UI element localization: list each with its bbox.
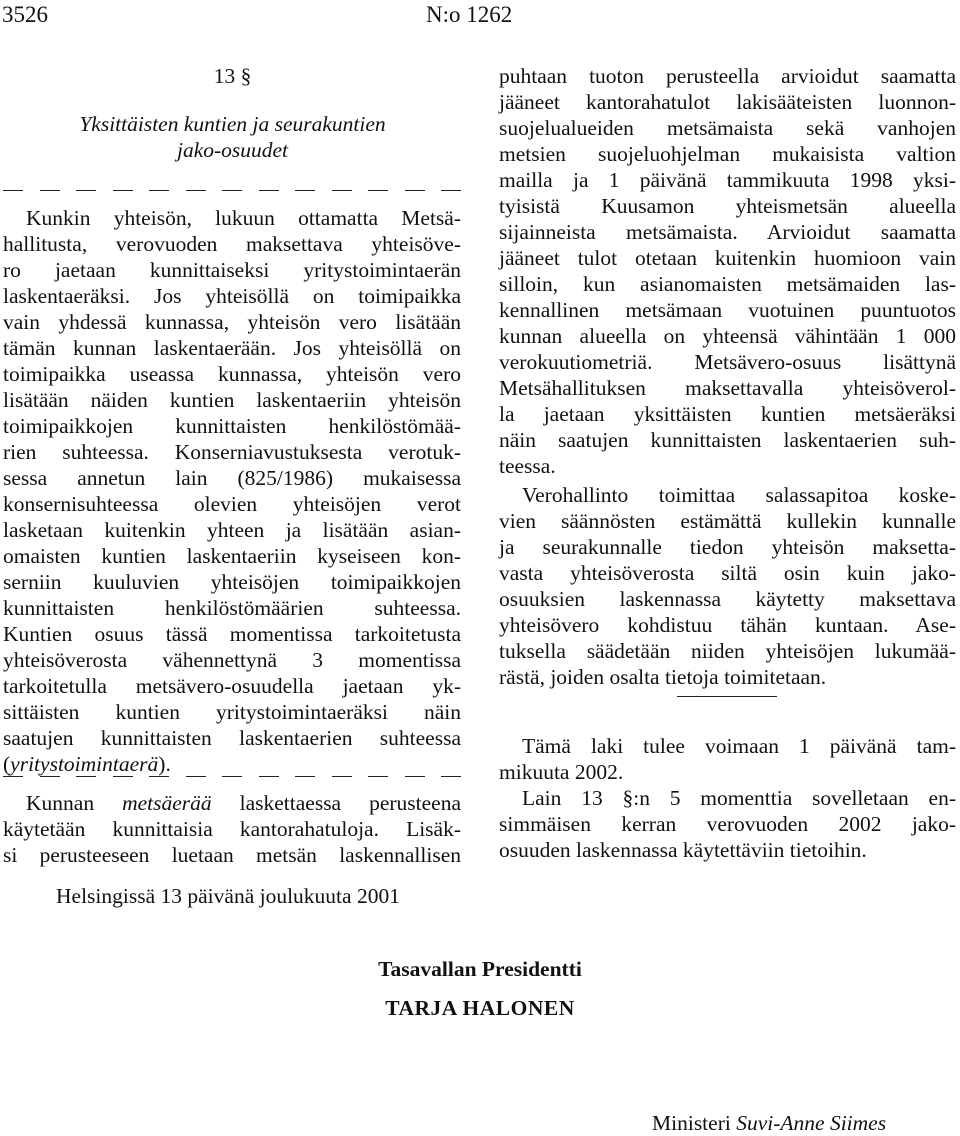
- text-line: la jaetaan yksittäisten kuntien metsäeräksi: [499, 402, 956, 426]
- minister-label: Ministeri: [652, 1111, 731, 1135]
- text-line: serniin kuuluvien yhteisöjen toimipaikkojen: [3, 570, 461, 594]
- section-title-line-2: jako-osuudet: [176, 138, 289, 162]
- text-line: Kunkin yhteisön, lukuun ottamatta Metsä-: [26, 206, 461, 230]
- paren-open: (: [3, 752, 11, 776]
- text-line: sittäisten kuntien yritystoimintaeräksi näin: [3, 700, 461, 724]
- text-line: Tämä laki tulee voimaan 1 päivänä tam-: [522, 734, 956, 758]
- place-date: Helsingissä 13 päivänä joulukuuta 2001: [56, 884, 400, 908]
- text-line: kunnittaisten henkilöstömäärien suhteessa.: [3, 596, 461, 620]
- minister-name: Suvi-Anne Siimes: [736, 1111, 887, 1135]
- text-line: teessa.: [499, 454, 556, 478]
- text-line: kennallinen metsämaan vuotuinen puuntuotos: [499, 298, 956, 322]
- text-line: kunnan alueella on yhteensä vähintään 1 000: [499, 324, 956, 348]
- text-line: Kuntien osuus tässä momentissa tarkoitetusta: [3, 622, 461, 646]
- text-line: metsien suojeluohjelman mukaisista valtion: [499, 142, 956, 166]
- section-number: 13 §: [213, 64, 252, 88]
- text-line: lisätään näiden kuntien laskentaeriin yhteisön: [3, 388, 461, 412]
- text-line: [26, 790, 461, 816]
- omission-dashes-top: [3, 190, 461, 191]
- text-line: suojelualueiden metsämaista sekä vanhojen: [499, 116, 956, 140]
- text-line: rästä, joiden osalta tietoja toimitetaan.: [499, 665, 827, 689]
- text-line: Metsähallituksen maksettavalla yhteisöverol-: [499, 376, 956, 400]
- text-line: hallitusta, verovuoden maksettava yhteisöve-: [3, 232, 461, 256]
- text-line: tuksella säädetään niiden yhteisöjen lukumää-: [499, 639, 956, 663]
- text-line: laskentaeräksi. Jos yhteisöllä on toimipaikka: [3, 284, 461, 308]
- text-line: si perusteeseen luetaan metsän laskennallisen: [3, 843, 461, 867]
- text-line: silloin, kun asianomaisten metsämaiden las-: [499, 272, 956, 296]
- separator-rule: [677, 696, 777, 697]
- text-line: rien suhteessa. Konserniavustuksesta verotuk-: [3, 440, 461, 464]
- text-line: vien säännösten estämättä kullekin kunnalle: [499, 509, 956, 533]
- text-line: ro jaetaan kunnittaiseksi yritystoimintaerän: [3, 258, 461, 282]
- text-line: käytetään kunnittaisia kantorahatuloja. Lisäk-: [3, 817, 461, 841]
- text-span: laskettaessa perusteena: [211, 791, 462, 815]
- text-line: osuuksien laskennassa käytetty maksettava: [499, 587, 956, 611]
- president-name: TARJA HALONEN: [385, 996, 575, 1020]
- section-title-line-1: Yksittäisten kuntien ja seurakuntien: [79, 112, 386, 136]
- text-line: omaisten kuntien laskentaeriin kyseiseen kon-: [3, 544, 461, 568]
- issue-number: N:o 1262: [426, 2, 513, 27]
- text-line: vasta yhteisöverosta siltä osin kuin jako-: [499, 561, 956, 585]
- text-line: ja seurakunnalle tiedon yhteisön maksetta-: [499, 535, 956, 559]
- text-line: jääneet kantorahatulot lakisääteisten luonnon-: [499, 90, 956, 114]
- text-line: lasketaan kuitenkin yhteen ja lisätään asian-: [3, 518, 461, 542]
- text-line: vain yhdessä kunnassa, yhteisön vero lisätään: [3, 310, 461, 334]
- text-line: toimipaikkojen kunnittaisten henkilöstömää-: [3, 414, 461, 438]
- text-line: konsernisuhteessa olevien yhteisöjen verot: [3, 492, 461, 516]
- text-line-last: [3, 751, 171, 777]
- text-line: puhtaan tuoton perusteella arvioidut saamatta: [499, 64, 956, 88]
- text-line: saatujen kunnittaisten laskentaerien suhteessa: [3, 726, 461, 750]
- text-line: Lain 13 §:n 5 momenttia sovelletaan en-: [522, 786, 956, 810]
- text-line: mailla ja 1 päivänä tammikuuta 1998 yksi-: [499, 168, 956, 192]
- text-line: osuuden laskennassa käytettäviin tietoihin.: [499, 838, 867, 862]
- text-line: verokuutiometriä. Metsävero-osuus lisättynä: [499, 350, 956, 374]
- text-line: mikuuta 2002.: [499, 760, 624, 784]
- text-line: tämän kunnan laskentaerään. Jos yhteisöllä on: [3, 336, 461, 360]
- term-metsaera: metsäerää: [122, 791, 212, 815]
- text-line: simmäisen kerran verovuoden 2002 jako-: [499, 812, 956, 836]
- minister-signature: [652, 1110, 886, 1136]
- president-title: Tasavallan Presidentti: [378, 957, 582, 981]
- text-line: yhteisövero kohdistuu tähän kuntaan. Ase-: [499, 613, 956, 637]
- text-line: jääneet tulot otetaan kuitenkin huomioon vain: [499, 246, 956, 270]
- term-yritystoimintaera: yritystoimintaerä: [10, 752, 159, 776]
- text-line: näin saatujen kunnittaisten laskentaerien suh-: [499, 428, 956, 452]
- paren-close: ).: [158, 752, 171, 776]
- text-line: sijainneista metsämaista. Arvioidut saamatta: [499, 220, 956, 244]
- text-line: tarkoitetulla metsävero-osuudella jaetaan yk-: [3, 674, 461, 698]
- text-line: Verohallinto toimittaa salassapitoa koske-: [522, 483, 956, 507]
- text-line: tyisistä Kuusamon yhteismetsän alueella: [499, 194, 956, 218]
- text-span: Kunnan: [26, 791, 123, 815]
- text-line: toimipaikka useassa kunnassa, yhteisön vero: [3, 362, 461, 386]
- text-line: sessa annetun lain (825/1986) mukaisessa: [3, 466, 461, 490]
- page-number: 3526: [2, 2, 48, 27]
- text-line: yhteisöverosta vähennettynä 3 momentissa: [3, 648, 461, 672]
- omission-dashes-bottom: [3, 776, 461, 777]
